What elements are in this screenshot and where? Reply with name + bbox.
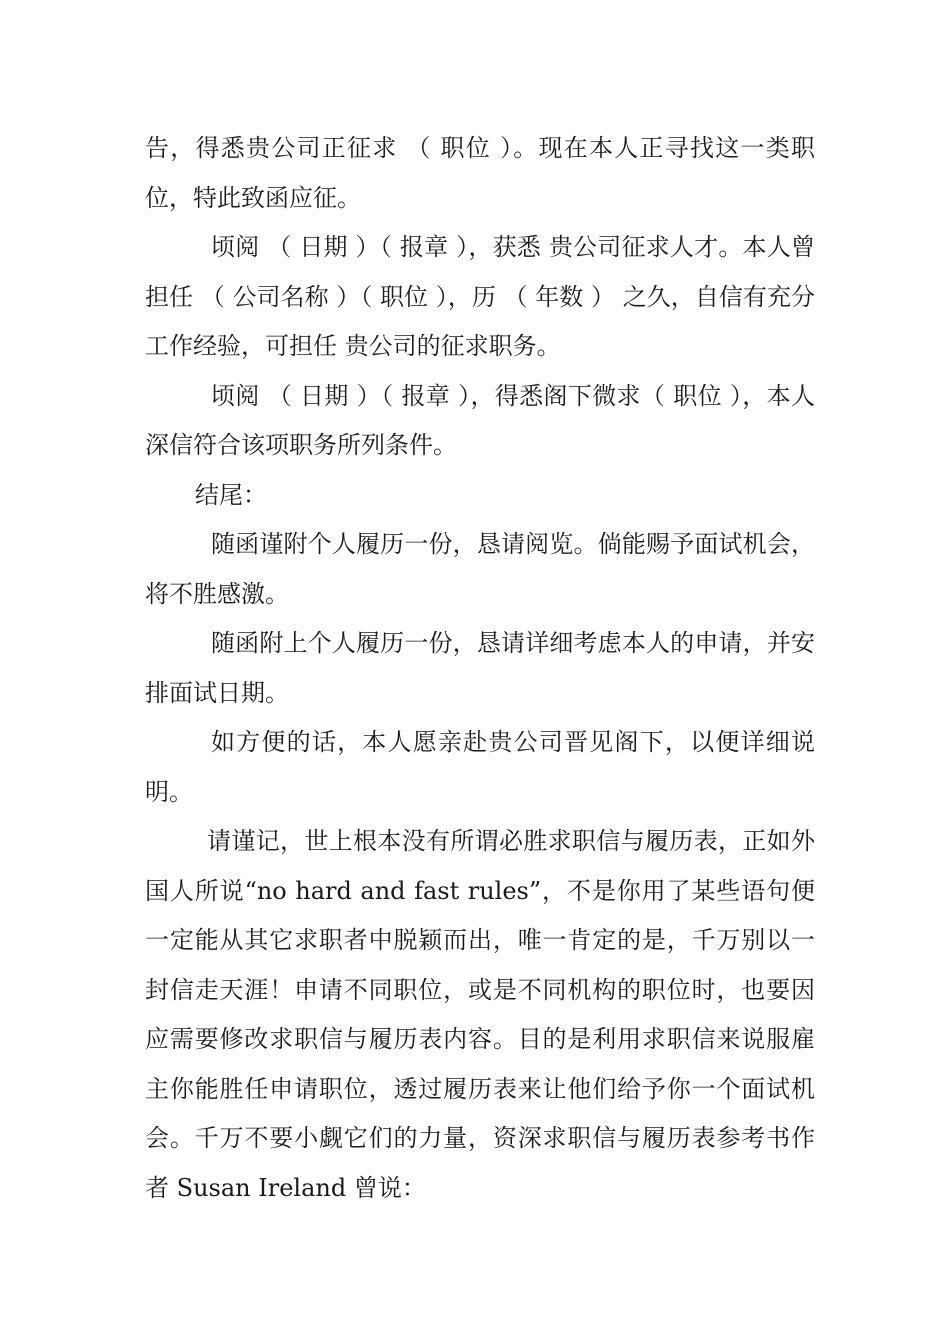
paragraph-advice: 请谨记，世上根本没有所谓必胜求职信与履历表，正如外国人所说“no hard and fast rules”，不是你用了某些语句便一定能从其它求职者中脱颖而出，唯一肯定的是，千万别以一封信走天涯！申请不同职位，或是不同机构的职位时，也要因应需要修改求职信与履历表内容。目的是利用求职信来说服雇主你能胜任申请职位，透过履历表来让他们给予你一个面试机会。千万不要小觑它们的力量，资深求职信与履历表参考书作者 Susan Ireland 曾说： <box>145 827 815 1202</box>
paragraph-sample-closing-2: 随函附上个人履历一份，恳请详细考虑本人的申请，并安排面试日期。 <box>145 629 815 707</box>
paragraph-sample-closing-1: 随函谨附个人履历一份，恳请阅览。倘能赐予面试机会，将不胜感激。 <box>145 530 815 608</box>
paragraph-sample-opening-1: 顷阅 （ 日期 ）（ 报章 ），获悉 贵公司征求人才。本人曾担任 （ 公司名称 ）（ 职位 ），历 （ 年数 ） 之久，自信有充分工作经验，可担任 贵公司的征求职务。 <box>145 233 815 360</box>
paragraph-sample-opening-2: 顷阅 （ 日期 ）（ 报章 ），得悉阁下微求（ 职位 ），本人深信符合该项职务所列条件。 <box>145 381 815 459</box>
document-body <box>145 124 815 1213</box>
paragraph-sample-closing-3: 如方便的话，本人愿亲赴贵公司晋见阁下，以便详细说明。 <box>145 728 815 806</box>
section-heading-closing: 结尾： <box>195 480 267 509</box>
paragraph-application-intro: 告，得悉贵公司正征求 （ 职位 ）。现在本人正寻找这一类职位，特此致函应征。 <box>145 134 815 212</box>
